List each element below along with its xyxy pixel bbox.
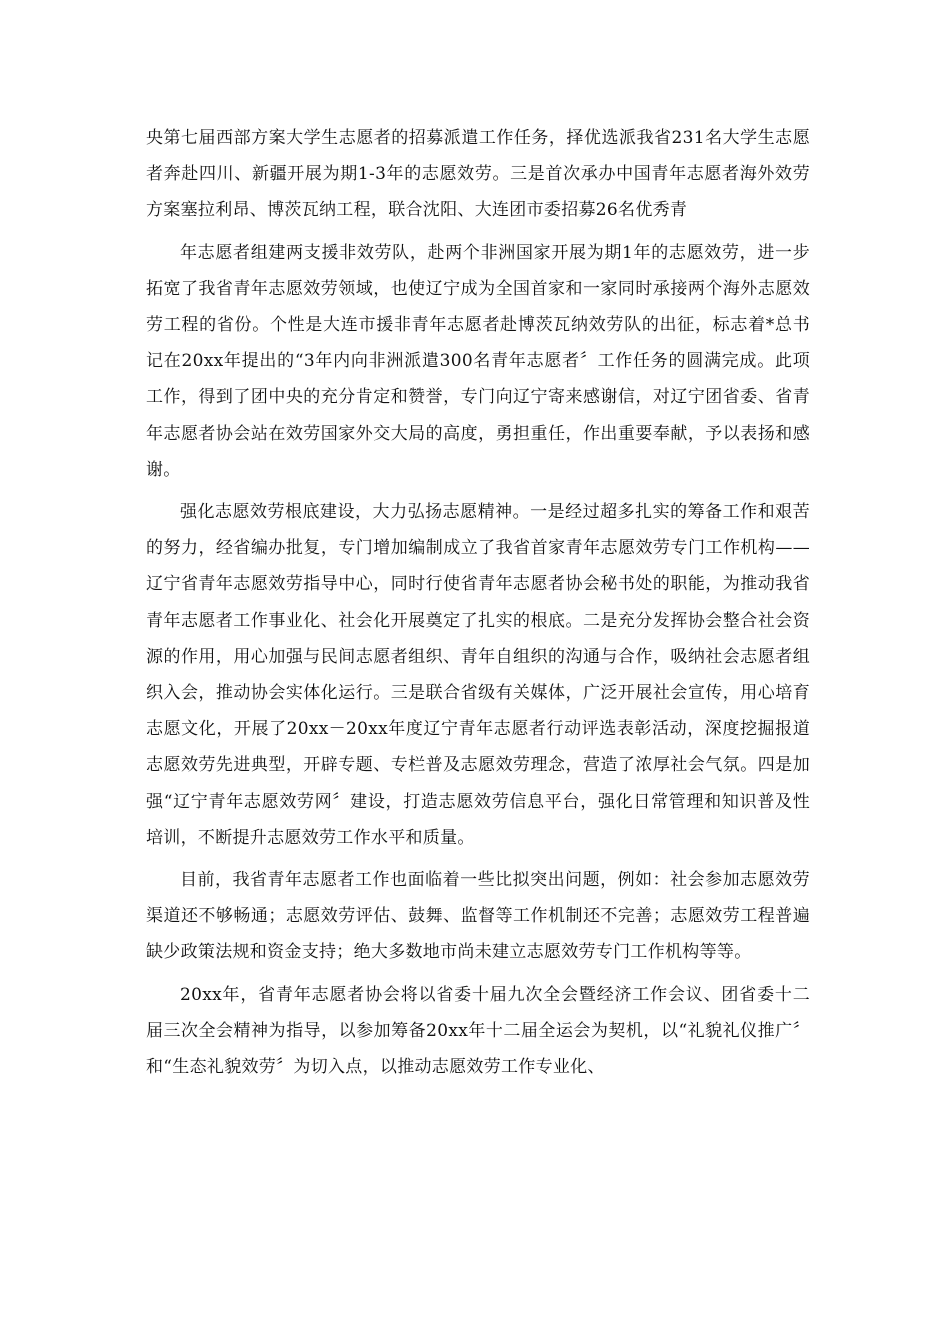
paragraph-2: 年志愿者组建两支援非效劳队，赴两个非洲国家开展为期1年的志愿效劳，进一步拓宽了我省青年志愿效劳领域，也使辽宁成为全国首家和一家同时承接两个海外志愿效劳工程的省份。个性是大连市援非青年志愿者赴博茨瓦纳效劳队的出征，标志着*总书记在20xx年提出的“3年内向非洲派遣300名青年志愿者〞工作任务的圆满完成。此项工作，得到了团中央的充分肯定和赞誉，专门向辽宁寄来感谢信，对辽宁团省委、省青年志愿者协会站在效劳国家外交大局的高度，勇担重任，作出重要奉献，予以表扬和感谢。 — [146, 242, 810, 480]
paragraph-5: 20xx年，省青年志愿者协会将以省委十届九次全会暨经济工作会议、团省委十二届三次全会精神为指导，以参加筹备20xx年十二届全运会为契机，以“礼貌礼仪推广〞和“生态礼貌效劳〞为切入点，以推动志愿效劳工作专业化、 — [146, 984, 810, 1078]
paragraph-4: 目前，我省青年志愿者工作也面临着一些比拟突出问题，例如：社会参加志愿效劳渠道还不够畅通；志愿效劳评估、鼓舞、监督等工作机制还不完善；志愿效劳工程普遍缺少政策法规和资金支持；绝大多数地市尚未建立志愿效劳专门工作机构等等。 — [146, 870, 810, 963]
paragraph-3: 强化志愿效劳根底建设，大力弘扬志愿精神。一是经过超多扎实的筹备工作和艰苦的努力，经省编办批复，专门增加编制成立了我省首家青年志愿效劳专门工作机构——辽宁省青年志愿效劳指导中心，同时行使省青年志愿者协会秘书处的职能，为推动我省青年志愿者工作事业化、社会化开展奠定了扎实的根底。二是充分发挥协会整合社会资源的作用，用心加强与民间志愿者组织、青年自组织的沟通与合作，吸纳社会志愿者组织入会，推动协会实体化运行。三是联合省级有关媒体，广泛开展社会宣传，用心培育志愿文化，开展了20xx－20xx年度辽宁青年志愿者行动评选表彰活动，深度挖掘报道志愿效劳先进典型，开辟专题、专栏普及志愿效劳理念，营造了浓厚社会气氛。四是加强“辽宁青年志愿效劳网〞建设，打造志愿效劳信息平台，强化日常管理和知识普及性培训，不断提升志愿效劳工作水平和质量。 — [146, 502, 810, 848]
document-body — [146, 120, 810, 1091]
paragraph-1: 央第七届西部方案大学生志愿者的招募派遣工作任务，择优选派我省231名大学生志愿者奔赴四川、新疆开展为期1-3年的志愿效劳。三是首次承办中国青年志愿者海外效劳方案塞拉利昂、博茨瓦纳工程，联合沈阳、大连团市委招募26名优秀青 — [146, 128, 810, 221]
